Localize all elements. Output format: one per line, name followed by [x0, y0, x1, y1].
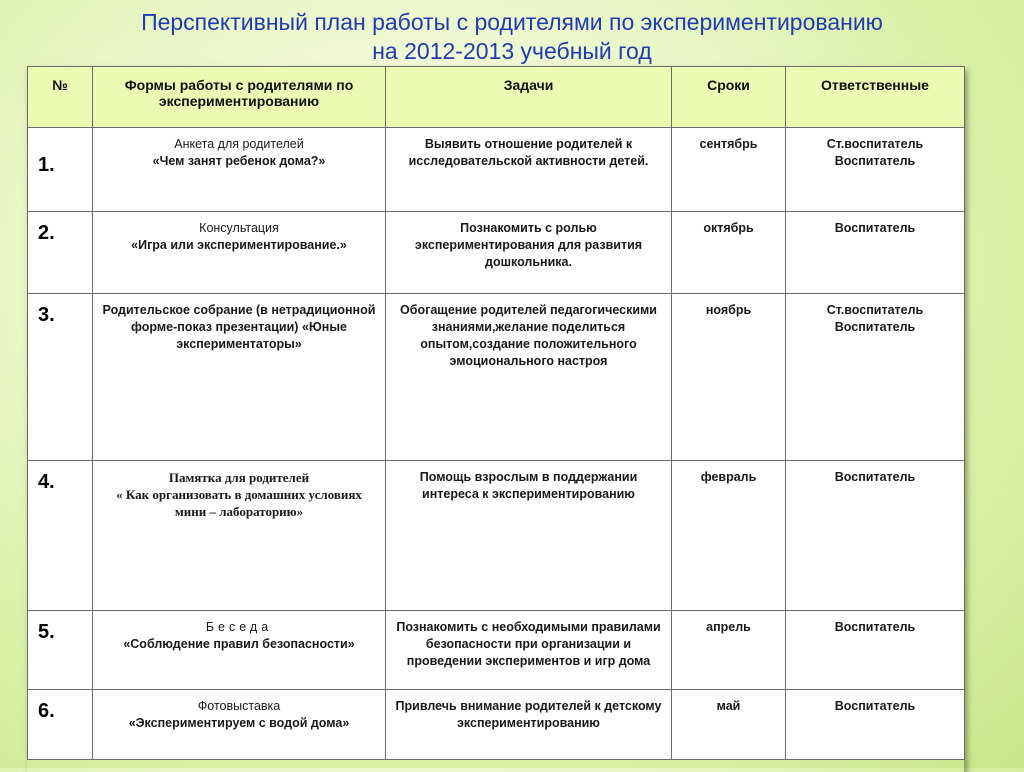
header-forms: Формы работы с родителями по экспериментированию	[93, 67, 386, 128]
row-number: 6.	[28, 690, 93, 760]
table-row	[28, 128, 965, 212]
form-type: Беседа	[205, 620, 273, 634]
form-cell	[93, 461, 386, 611]
form-cell	[93, 690, 386, 760]
form-type: Фотовыставка	[197, 699, 281, 713]
row-number: 3.	[28, 294, 93, 461]
task-cell: Помощь взрослым в поддержании интереса к экспериментированию	[386, 461, 672, 611]
row-number: 2.	[28, 212, 93, 294]
form-type: Консультация	[199, 221, 279, 235]
term-cell: октябрь	[672, 212, 786, 294]
form-cell	[93, 611, 386, 690]
task-cell: Привлечь внимание родителей к детскому экспериментированию	[386, 690, 672, 760]
task-cell: Познакомить с ролью экспериментирования для развития дошкольника.	[386, 212, 672, 294]
form-cell	[93, 212, 386, 294]
responsible-cell	[786, 690, 965, 760]
responsible-2: Воспитатель	[834, 154, 916, 168]
header-responsible: Ответственные	[786, 67, 965, 128]
plan-table	[27, 66, 965, 760]
form-title: «Игра или экспериментирование.»	[131, 238, 347, 252]
table-row	[28, 294, 965, 461]
term-cell: ноябрь	[672, 294, 786, 461]
task-cell: Познакомить с необходимыми правилами безопасности при организации и проведении экспериментов и игр дома	[386, 611, 672, 690]
responsible-1: Ст.воспитатель	[826, 303, 924, 317]
form-title: « Как организовать в домашних условиях мини – лабораторию»	[116, 487, 362, 519]
responsible-1: Воспитатель	[834, 699, 916, 713]
responsible-2: Воспитатель	[834, 320, 916, 334]
plan-table-frame	[27, 66, 964, 772]
header-num: №	[28, 67, 93, 128]
header-terms: Сроки	[672, 67, 786, 128]
form-cell	[93, 294, 386, 461]
responsible-cell	[786, 611, 965, 690]
table-row	[28, 461, 965, 611]
term-cell: май	[672, 690, 786, 760]
header-tasks: Задачи	[386, 67, 672, 128]
responsible-cell	[786, 128, 965, 212]
responsible-1: Воспитатель	[834, 620, 916, 634]
table-row	[28, 690, 965, 760]
task-cell: Выявить отношение родителей к исследовательской активности детей.	[386, 128, 672, 212]
term-cell: сентябрь	[672, 128, 786, 212]
responsible-cell	[786, 294, 965, 461]
task-cell: Обогащение родителей педагогическими знаниями,желание поделиться опытом,создание положительного эмоционального настроя	[386, 294, 672, 461]
title-line-2: на 2012-2013 учебный год	[372, 38, 652, 64]
form-title: «Экспериментируем с водой дома»	[128, 716, 350, 730]
form-title: «Чем занят ребенок дома?»	[152, 154, 326, 168]
responsible-1: Воспитатель	[834, 470, 916, 484]
page-title	[0, 8, 1024, 66]
title-line-1: Перспективный план работы с родителями по экспериментированию	[141, 9, 883, 35]
form-title: «Соблюдение правил безопасности»	[123, 637, 355, 651]
row-number: 5.	[28, 611, 93, 690]
row-number: 4.	[28, 461, 93, 611]
header-row	[28, 67, 965, 128]
term-cell: апрель	[672, 611, 786, 690]
responsible-cell	[786, 212, 965, 294]
responsible-1: Ст.воспитатель	[826, 137, 924, 151]
term-cell: февраль	[672, 461, 786, 611]
responsible-1: Воспитатель	[834, 221, 916, 235]
responsible-cell	[786, 461, 965, 611]
form-type: Анкета для родителей	[174, 137, 304, 151]
form-type: Памятка для родителей	[168, 470, 310, 485]
table-row	[28, 611, 965, 690]
form-cell	[93, 128, 386, 212]
form-type: Родительское собрание (в нетрадиционной форме-показ презентации) «Юные экспериментаторы»	[102, 303, 376, 351]
table-row	[28, 212, 965, 294]
row-number: 1.	[28, 128, 93, 212]
